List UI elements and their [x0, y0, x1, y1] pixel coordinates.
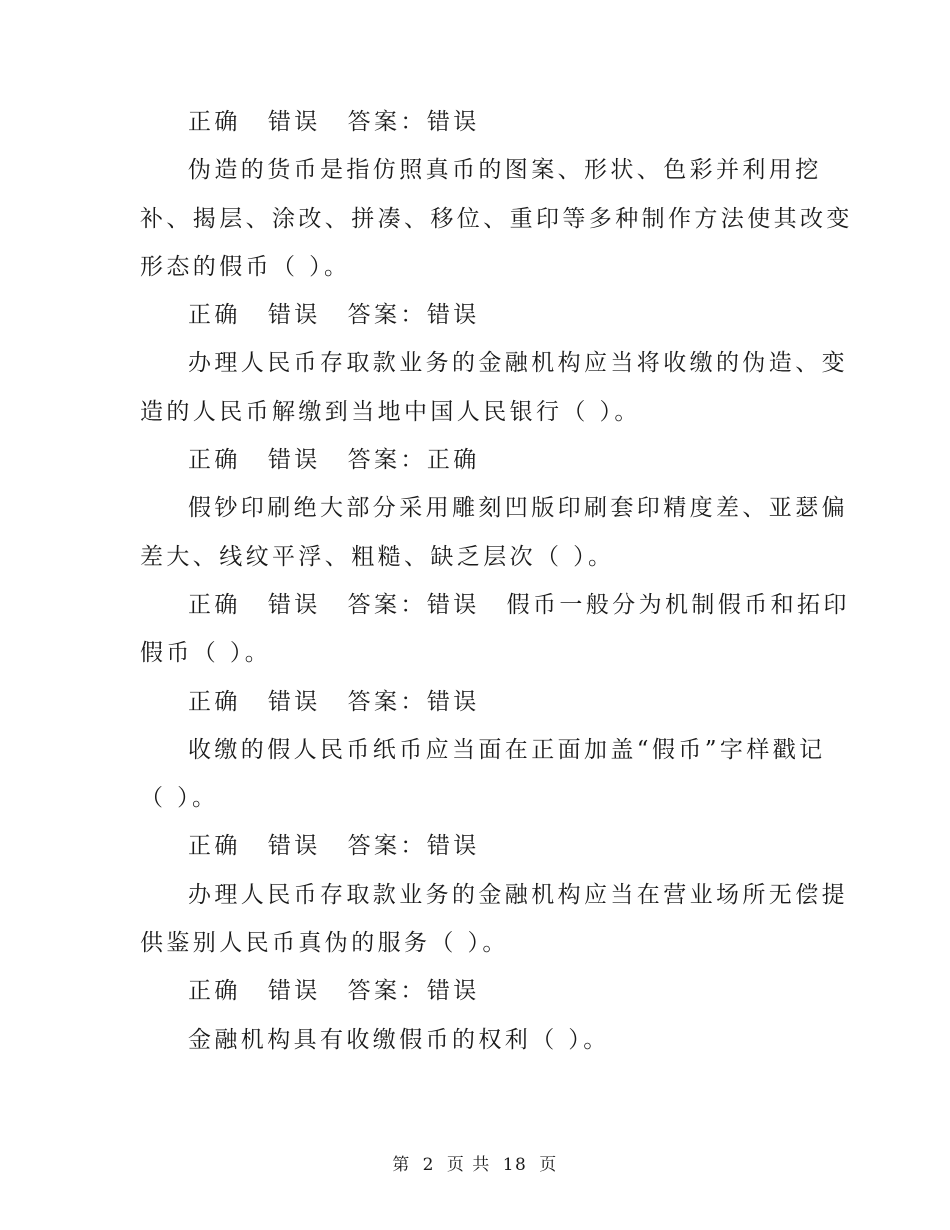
answer-option: 错误: [267, 591, 321, 618]
question-text-line: 办理人民币存取款业务的金融机构应当将收缴的伪造、变: [188, 350, 848, 377]
footer-suffix: 页: [539, 1155, 558, 1175]
answer-key: 答案：错误: [347, 591, 480, 618]
footer-current-page: 2: [422, 1155, 435, 1175]
question-text-line: 伪造的货币是指仿照真币的图案、形状、色彩并利用挖: [188, 157, 822, 184]
page-body: [140, 98, 853, 1064]
page-footer: [0, 1150, 950, 1175]
answer-option: 正确: [188, 978, 241, 1005]
answer-option: 正确: [188, 688, 241, 715]
footer-middle: 页 共: [446, 1155, 491, 1175]
answer-key: 答案：错误: [347, 833, 480, 860]
question-text-line: 假钞印刷绝大部分采用雕刻凹版印刷套印精度差、亚瑟偏: [188, 495, 848, 522]
question-text-line: 金融机构具有收缴假币的权利（ ）。: [188, 1026, 610, 1053]
answer-key: 答案：错误: [347, 688, 480, 715]
question-text-line: 办理人民币存取款业务的金融机构应当在营业场所无偿提: [188, 881, 848, 908]
answer-option: 错误: [267, 109, 321, 135]
answer-line: [140, 822, 810, 870]
answer-option: 正确: [188, 591, 241, 618]
answer-line: [140, 98, 810, 146]
question-text-line: 造的人民币解缴到当地中国人民银行（ ）。: [140, 398, 641, 425]
answer-line: [140, 436, 810, 484]
question-text-line: 差大、线纹平浮、粗糙、缺乏层次（ ）。: [140, 543, 615, 570]
answer-key: 答案：正确: [347, 447, 480, 474]
answer-option: 错误: [267, 688, 321, 715]
answer-option: 错误: [267, 302, 321, 329]
answer-key: 答案：错误: [347, 302, 480, 329]
question-text-start: 假币一般分为机制假币和拓印: [506, 591, 850, 618]
question-text-line: 形态的假币（ ）。: [140, 253, 351, 280]
answer-option: 错误: [267, 978, 321, 1005]
answer-option: 正确: [188, 447, 241, 474]
answer-option: 正确: [188, 109, 241, 135]
answer-option: 错误: [267, 447, 321, 474]
answer-option: 正确: [188, 302, 241, 329]
answer-key: 答案：错误: [347, 109, 480, 135]
answer-option: 错误: [267, 833, 321, 860]
question-text-line: 收缴的假人民币纸币应当面在正面加盖“假币”字样戳记: [188, 736, 826, 763]
answer-line: [140, 291, 810, 339]
answer-option: 正确: [188, 833, 241, 860]
answer-key: 答案：错误: [347, 978, 480, 1005]
footer-prefix: 第: [392, 1155, 411, 1175]
answer-line: [140, 581, 850, 629]
question-text-line: 假币（ ）。: [140, 640, 272, 667]
question-text-line: 补、揭层、涂改、拼凑、移位、重印等多种制作方法使其改变: [140, 205, 853, 232]
answer-line: [140, 678, 810, 726]
answer-line: [140, 967, 810, 1015]
question-text-line: （ ）。: [140, 785, 219, 812]
question-text-line: 供鉴别人民币真伪的服务（ ）。: [140, 930, 509, 957]
footer-total-pages: 18: [502, 1155, 528, 1175]
